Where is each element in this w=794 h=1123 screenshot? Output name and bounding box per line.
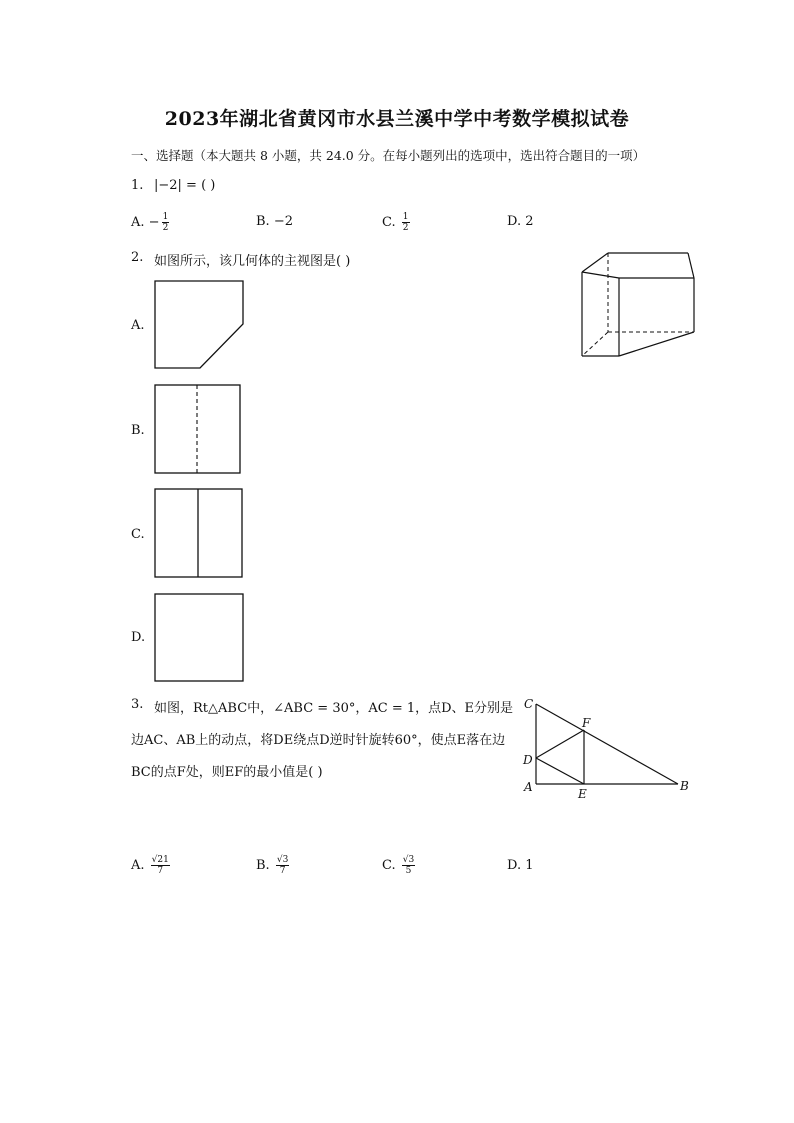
q2-option-b-figure[interactable]: [153, 383, 243, 475]
q3-option-d[interactable]: [507, 858, 534, 873]
q3-triangle-figure: [518, 692, 696, 802]
fraction: [402, 855, 415, 876]
option-label: D.: [507, 858, 522, 873]
numerator: √21: [151, 855, 169, 865]
denominator: 7: [157, 866, 164, 876]
q2-solid-figure: [576, 248, 696, 363]
q3-option-a[interactable]: [131, 855, 170, 876]
q2-option-d-figure[interactable]: [153, 592, 246, 684]
fraction: [151, 855, 170, 876]
option-sign: −: [148, 215, 160, 230]
q2-option-a-figure[interactable]: [153, 279, 246, 371]
q1-option-d[interactable]: [507, 214, 534, 229]
label-d: D: [523, 753, 533, 767]
denominator: 2: [402, 223, 409, 233]
label-e: E: [578, 787, 587, 801]
q3-line-1: 如图，Rt△ABC中，∠ABC = 30°，AC = 1，点D、E分别是: [154, 701, 514, 716]
denominator: 2: [162, 223, 169, 233]
q2-option-b-label[interactable]: B.: [131, 423, 145, 438]
label-c: C: [524, 697, 534, 711]
option-label: C.: [382, 215, 396, 230]
label-f: F: [582, 716, 591, 730]
option-label: B.: [256, 858, 270, 873]
option-value: 2: [525, 214, 534, 229]
option-value: 1: [525, 858, 534, 873]
q2-option-c-figure[interactable]: [153, 487, 246, 579]
q3-option-b[interactable]: [256, 855, 289, 876]
q2-option-c-label[interactable]: C.: [131, 527, 145, 542]
q3-option-c[interactable]: [382, 855, 415, 876]
denominator: 7: [279, 866, 286, 876]
denominator: 5: [405, 866, 412, 876]
option-label: A.: [131, 215, 145, 230]
q2-option-a-label[interactable]: A.: [131, 318, 145, 333]
q3-number: 3.: [131, 697, 144, 712]
q3-line-3: BC的点F处，则EF的最小值是( ): [131, 765, 323, 780]
page-title: 2023年湖北省黄冈市水县兰溪中学中考数学模拟试卷: [164, 108, 630, 130]
label-a: A: [524, 780, 533, 794]
section-header: 一、选择题（本大题共 8 小题，共 24.0 分。在每小题列出的选项中，选出符合题目的一项）: [131, 148, 646, 163]
q3-line-2: 边AC、AB上的动点，将DE绕点D逆时针旋转60°，使点E落在边: [131, 733, 506, 748]
fraction: [162, 212, 170, 233]
q2-stem: 如图所示，该几何体的主视图是( ): [154, 254, 351, 269]
option-value: −2: [273, 214, 293, 229]
numerator: 1: [402, 212, 409, 222]
q1-stem: |−2| = ( ): [154, 178, 216, 193]
q2-number: 2.: [131, 250, 144, 265]
label-b: B: [680, 779, 689, 793]
option-label: D.: [507, 214, 522, 229]
option-label: A.: [131, 858, 145, 873]
fraction: [402, 212, 410, 233]
q1-option-b[interactable]: [256, 214, 293, 229]
numerator: 1: [162, 212, 169, 222]
q2-option-d-label[interactable]: D.: [131, 630, 146, 645]
fraction: [276, 855, 289, 876]
numerator: √3: [276, 855, 289, 865]
option-label: B.: [256, 214, 270, 229]
option-label: C.: [382, 858, 396, 873]
numerator: √3: [402, 855, 415, 865]
q1-option-a[interactable]: [131, 212, 169, 233]
q1-option-c[interactable]: [382, 212, 410, 233]
q1-number: 1.: [131, 178, 144, 193]
